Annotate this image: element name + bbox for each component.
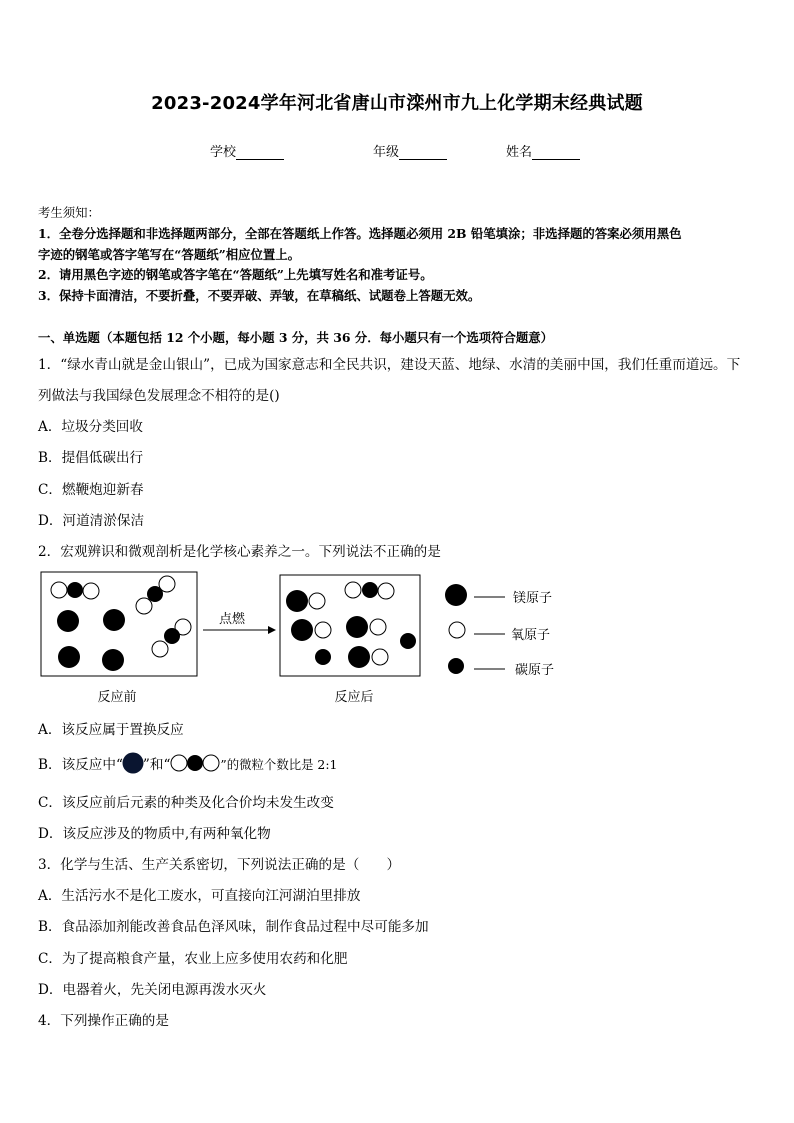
- legend-mg: 镁原子: [513, 591, 553, 606]
- q1-option-b: B．提倡低碳出行: [38, 450, 144, 466]
- q3-option-b: B．食品添加剂能改善食品色泽风味，制作食品过程中尽可能多加: [38, 919, 429, 935]
- q2-option-a: A．该反应属于置换反应: [38, 722, 184, 738]
- after-box: [280, 575, 420, 676]
- co2-molecule-icon: [170, 753, 220, 773]
- notice-item: 2．请用黑色字迹的钢笔或答字笔在“答题纸”上先填写姓名和准考证号。: [38, 267, 433, 282]
- notice-item: 3．保持卡面清洁，不要折叠，不要弄破、弄皱，在草稿纸、试题卷上答题无效。: [38, 288, 481, 303]
- q2-option-b: [38, 752, 337, 774]
- school-label: 学校: [210, 145, 237, 160]
- q2-option-b-text: ”和“: [142, 757, 171, 773]
- question-2-stem: 2．宏观辨识和微观剖析是化学核心素养之一。下列说法不正确的是: [38, 544, 441, 560]
- school-blank: [236, 145, 284, 160]
- question-4-stem: 4．下列操作正确的是: [38, 1013, 169, 1029]
- name-label: 姓名: [506, 145, 533, 160]
- q2-option-d: D．该反应涉及的物质中,有两种氧化物: [38, 826, 271, 842]
- name-field: [506, 141, 580, 160]
- arrow-label: 点燃: [218, 612, 246, 627]
- notice-item: 1．全卷分选择题和非选择题两部分，全部在答题纸上作答。选择题必须用 2B 铅笔填涂；非选择题的答案必须用黑色: [38, 226, 682, 241]
- q2-option-c: C．该反应前后元素的种类及化合价均未发生改变: [38, 795, 334, 811]
- reaction-arrow: [203, 611, 276, 634]
- grade-blank: [399, 145, 447, 160]
- before-box: [41, 572, 197, 676]
- q3-option-a: A．生活污水不是化工废水，可直接向江河湖泊里排放: [38, 888, 361, 904]
- q1-option-c: C．燃鞭炮迎新春: [38, 482, 144, 498]
- legend-o: 氧原子: [511, 628, 551, 643]
- school-field: [210, 141, 284, 160]
- before-label: 反应前: [97, 690, 137, 705]
- after-label: 反应后: [334, 690, 374, 705]
- grade-label: 年级: [373, 145, 400, 160]
- page-title: 2023-2024学年河北省唐山市滦州市九上化学期末经典试题: [151, 93, 643, 114]
- section-heading: 一、单选题（本题包括 12 个小题，每小题 3 分，共 36 分．每小题只有一个选项符合题意）: [38, 330, 554, 345]
- notice-heading: 考生须知：: [38, 205, 100, 220]
- q3-option-d: D．电器着火，先关闭电源再泼水灭火: [38, 982, 267, 998]
- q1-option-d: D．河道清淤保洁: [38, 513, 145, 529]
- legend: [445, 584, 554, 678]
- name-blank: [532, 145, 580, 160]
- q1-option-a: A．垃圾分类回收: [38, 419, 143, 435]
- question-1-stem: 1．“绿水青山就是金山银山”，已成为国家意志和全民共识，建设天蓝、地绿、水清的美丽中国，我们任重而道远。下: [38, 357, 741, 373]
- question-1-stem-cont: 列做法与我国绿色发展理念不相符的是(): [38, 388, 280, 404]
- reaction-diagram: [0, 565, 794, 710]
- legend-c: 碳原子: [515, 663, 555, 678]
- grade-field: [373, 141, 447, 160]
- q2-option-b-text: B．该反应中“: [38, 757, 123, 773]
- q2-option-b-text: ”的微粒个数比是 2:1: [220, 757, 338, 772]
- mg-atom-icon: [122, 752, 144, 774]
- notice-item: 字迹的钢笔或答字笔写在“答题纸”相应位置上。: [38, 247, 301, 262]
- q3-option-c: C．为了提高粮食产量，农业上应多使用农药和化肥: [38, 951, 348, 967]
- question-3-stem: 3．化学与生活、生产关系密切，下列说法正确的是（ ）: [38, 857, 401, 873]
